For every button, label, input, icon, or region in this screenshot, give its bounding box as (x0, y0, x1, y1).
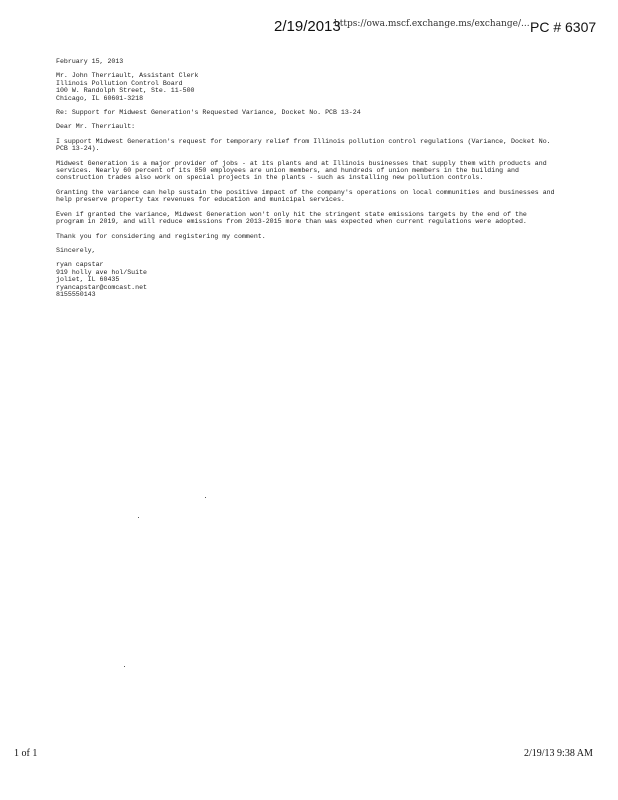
public-comment-number: PC # 6307 (530, 19, 597, 35)
signature-line: 919 holly ave hol/Suite (56, 268, 148, 276)
address-line: Chicago, IL 60601-3218 (56, 94, 144, 102)
header-date: 2/19/2013 (274, 18, 341, 35)
scan-speck (124, 666, 125, 667)
letter-date: February 15, 2013 (56, 58, 124, 65)
address-line: Illinois Pollution Control Board (56, 79, 183, 87)
body-paragraph: Thank you for considering and registering my comment. (56, 232, 266, 240)
body-paragraph: Even if granted the variance, Midwest Generation won't only hit the stringent state emissions targets by the end of the program in 2019, and will reduce emissions from 2013-2015 more than was expected when current regulations were adopted. (56, 210, 527, 226)
letter-body (56, 58, 556, 305)
recipient-address (56, 72, 556, 102)
body-paragraph: I support Midwest Generation's request for temporary relief from Illinois pollution control regulations (Variance, Docket No. PCB 13-24). (56, 137, 551, 153)
signature-line: joliet, IL 60435 (56, 276, 120, 284)
signature-block (56, 261, 556, 298)
body-paragraph: Granting the variance can help sustain the positive impact of the company's operations on local communities and businesses and help preserve property tax revenues for education and municipal services. (56, 188, 555, 204)
header-url: https://owa.mscf.exchange.ms/exchange/... (334, 19, 530, 29)
signature-line: 8155550143 (56, 290, 96, 298)
salutation: Dear Mr. Therriault: (56, 123, 136, 131)
scan-speck (138, 517, 139, 518)
print-timestamp: 2/19/13 9:38 AM (524, 748, 593, 759)
scan-speck (205, 497, 206, 498)
subject-line: Re: Support for Midwest Generation's Requested Variance, Docket No. PCB 13-24 (56, 109, 361, 117)
address-line: 100 W. Randolph Street, Ste. 11-500 (56, 87, 195, 95)
address-line: Mr. John Therriault, Assistant Clerk (56, 72, 199, 80)
page-indicator: 1 of 1 (14, 748, 38, 759)
signature-line: ryan capstar (56, 261, 104, 269)
signature-line: ryancapstar@comcast.net (56, 283, 148, 291)
body-paragraph: Midwest Generation is a major provider of jobs - at its plants and at Illinois businesses that supply them with products and services. Nearly 60 percent of its 850 employees are union members, and hundreds of union members in the building and construction trades also work on special projects in the plants - such as installing new pollution controls. (56, 159, 547, 182)
closing: Sincerely, (56, 246, 96, 254)
